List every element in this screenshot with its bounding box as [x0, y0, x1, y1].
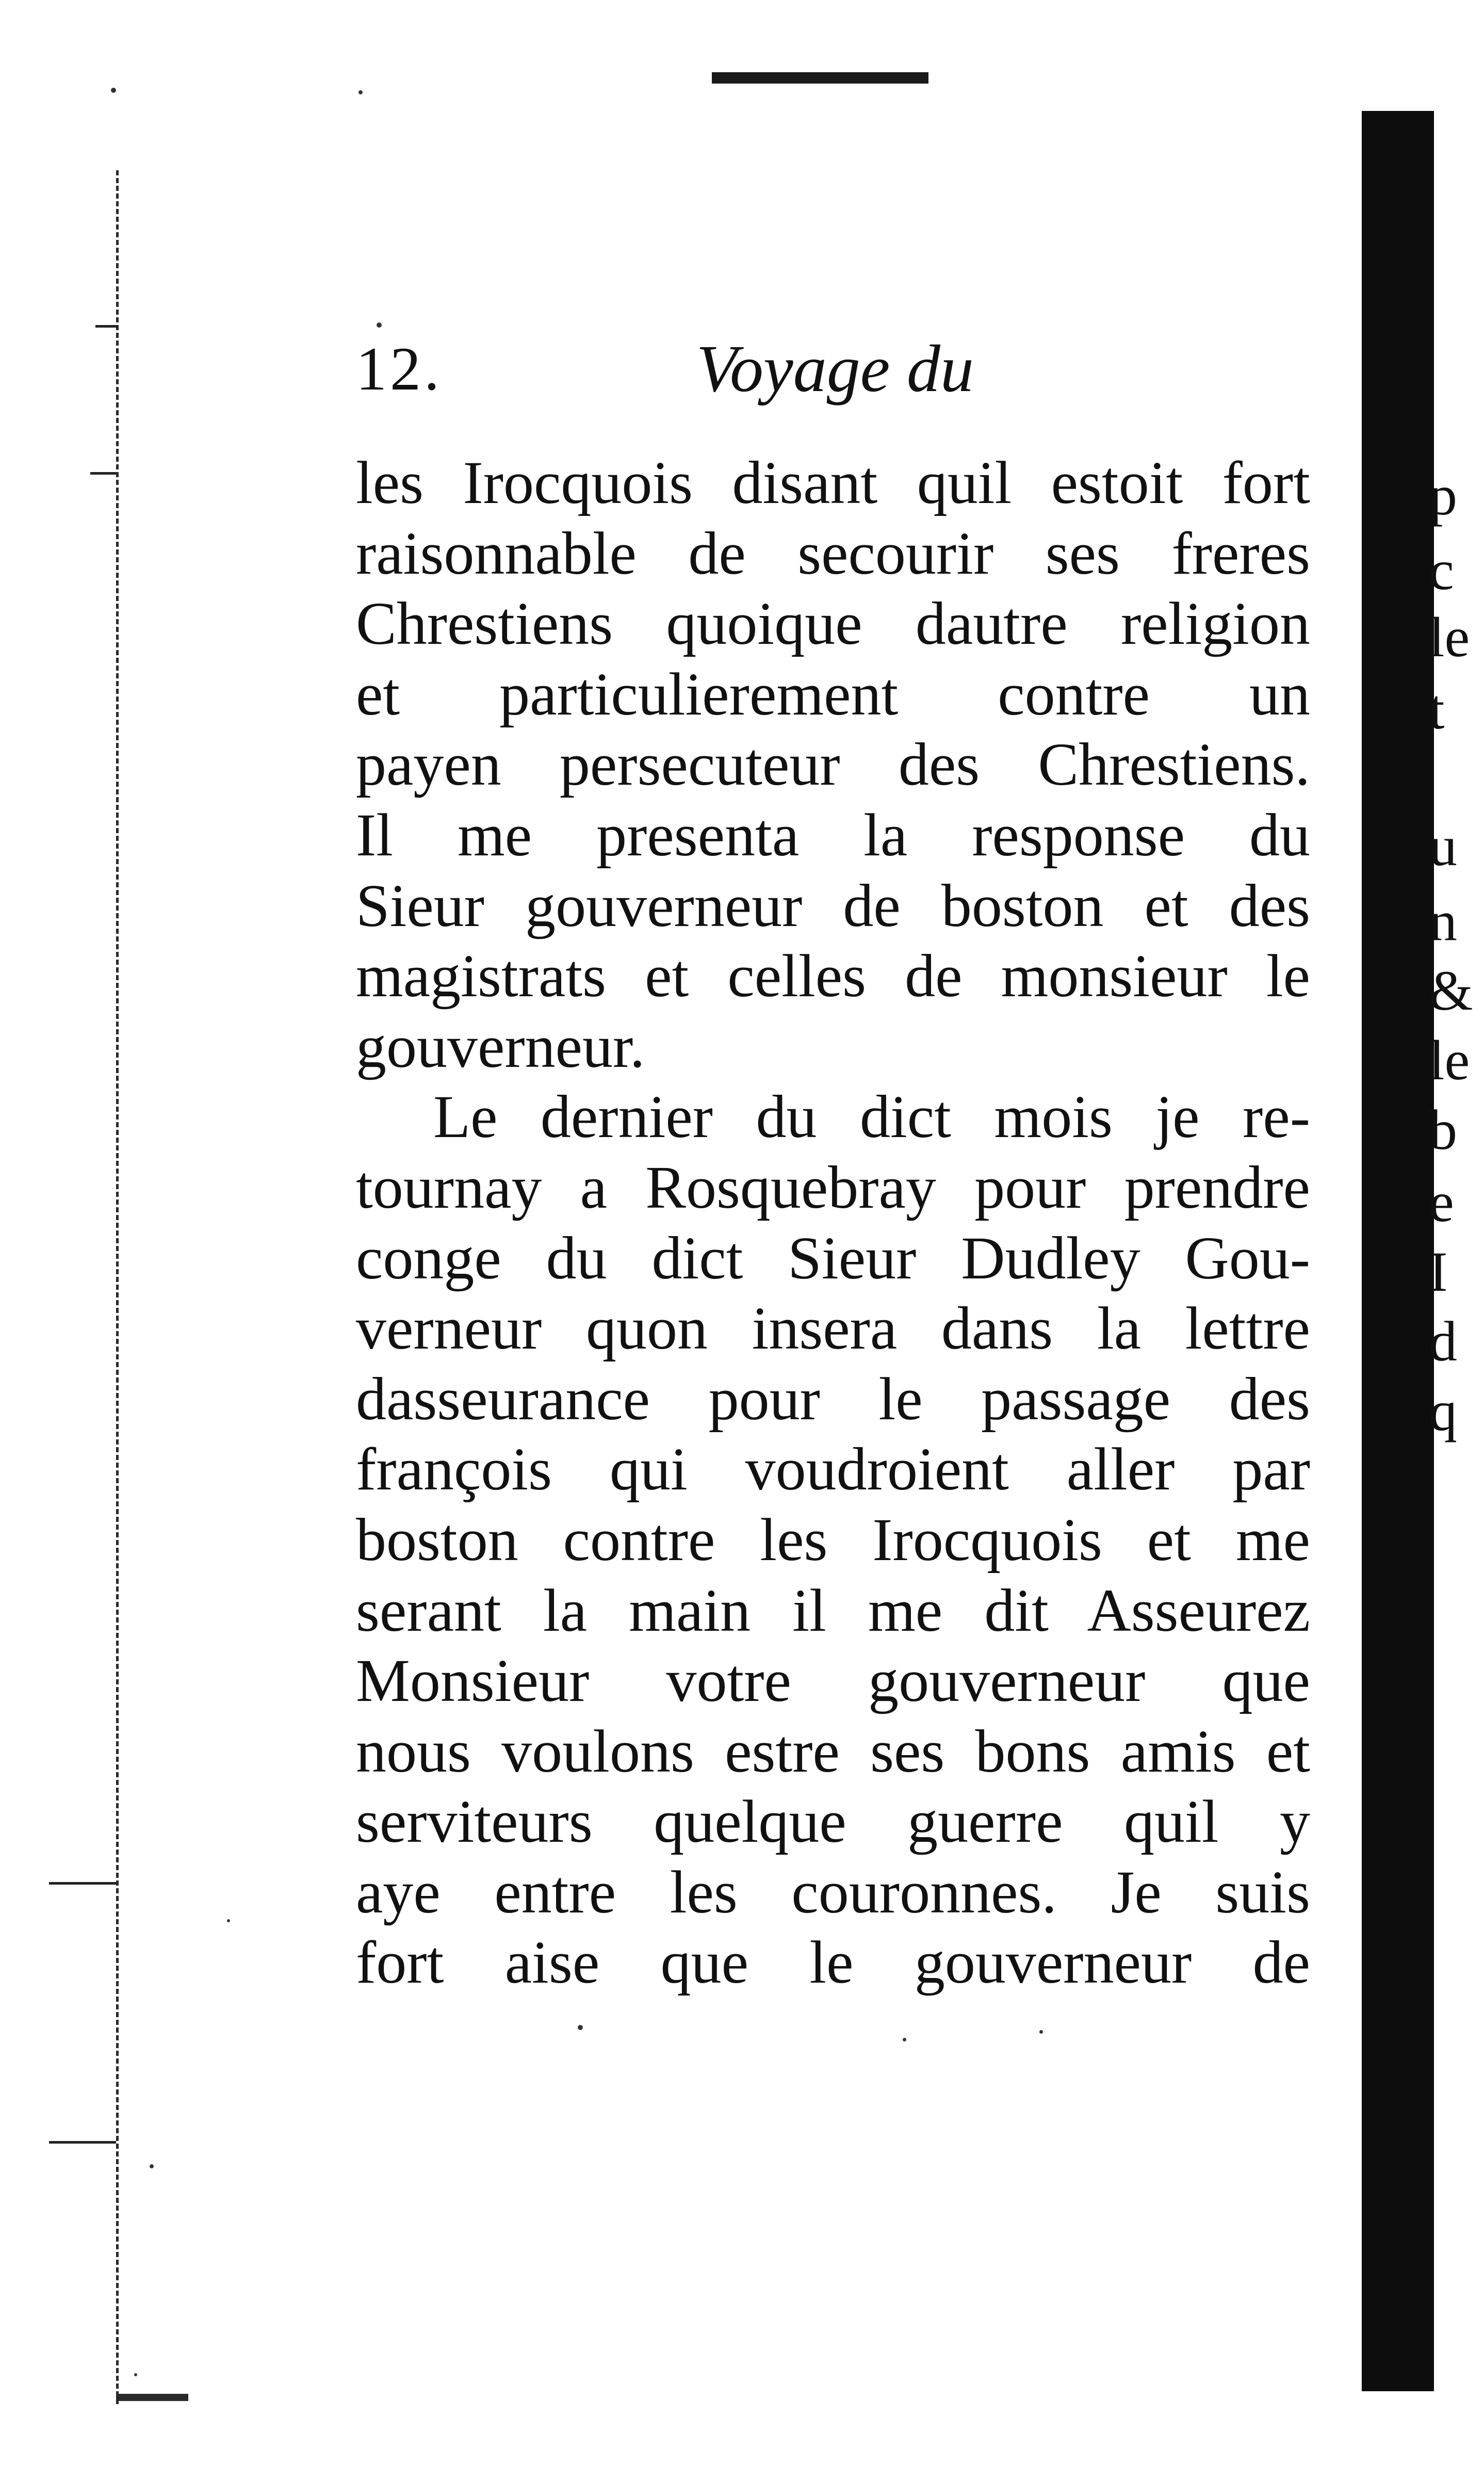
text-line: aye entre les couronnes. Je suis [356, 1858, 1310, 1926]
binding-tick [49, 1882, 116, 1885]
binding-tick [49, 2141, 116, 2144]
text-line: boston contre les Irocquois et me [356, 1505, 1310, 1574]
facing-fragment: t [1429, 678, 1445, 741]
text-line: les Irocquois disant quil estoit fort [356, 449, 1310, 516]
text-line: conge du dict Sieur Dudley Gou- [356, 1224, 1310, 1292]
facing-fragment: & [1429, 959, 1473, 1022]
binding-bottom [116, 2394, 188, 2401]
text-line: payen persecuteur des Chrestiens. [356, 731, 1310, 799]
page-number: 12. [356, 334, 443, 403]
facing-fragment: c [1429, 539, 1454, 602]
facing-fragment: le [1429, 606, 1470, 669]
facing-fragment: le [1429, 1029, 1470, 1092]
facing-fragment: p [1429, 464, 1457, 527]
facing-fragment: b [1429, 1098, 1457, 1161]
facing-fragment: n [1429, 889, 1457, 952]
binding-tick [90, 472, 116, 475]
text-line: Monsieur votre gouverneur que [356, 1647, 1310, 1715]
text-line: Sieur gouverneur de boston et des [356, 871, 1310, 939]
text-line: et particulierement contre un [356, 660, 1310, 728]
facing-fragment: d [1429, 1310, 1457, 1373]
text-line: fort aise que le gouverneur de [356, 1928, 1310, 1997]
text-line: Chrestiens quoique dautre religion [356, 590, 1310, 658]
text-line: verneur quon insera dans la lettre [356, 1294, 1310, 1363]
running-head: Voyage du [696, 332, 974, 406]
text-line: Il me presenta la response du [356, 801, 1310, 869]
top-rule [712, 72, 928, 84]
text-line: serant la main il me dit Asseurez [356, 1576, 1310, 1644]
text-line: françois qui voudroient aller par [356, 1435, 1310, 1503]
body-text [356, 448, 1310, 1998]
facing-page-edge [1362, 111, 1434, 2391]
binding-tick [95, 325, 119, 328]
facing-fragment: I [1429, 1240, 1448, 1303]
binding-edge [116, 170, 119, 2404]
text-line: magistrats et celles de monsieur le [356, 942, 1310, 1010]
text-line: Le dernier du dict mois je re- [433, 1083, 1310, 1151]
facing-fragment: e [1429, 1171, 1454, 1234]
facing-fragment: u [1429, 815, 1457, 878]
text-line: nous voulons estre ses bons amis et [356, 1717, 1310, 1785]
text-line: raisonnable de secourir ses freres [356, 519, 1310, 587]
text-line: tournay a Rosquebray pour prendre [356, 1153, 1310, 1221]
facing-fragment: q [1429, 1380, 1457, 1442]
text-line: gouverneur. [356, 1012, 645, 1080]
text-line: serviteurs quelque guerre quil y [356, 1788, 1310, 1856]
text-line: dasseurance pour le passage des [356, 1365, 1310, 1433]
